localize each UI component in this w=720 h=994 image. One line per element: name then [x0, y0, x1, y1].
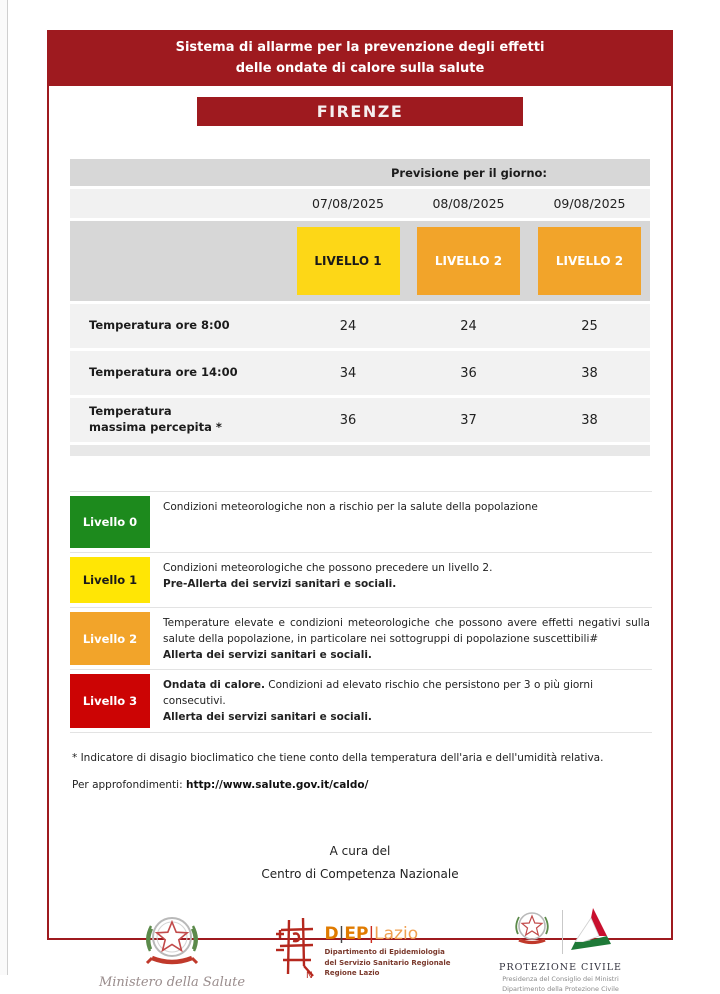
temp-8-day3: 25 [581, 318, 598, 334]
protezione-civile-title: PROTEZIONE CIVILE [499, 962, 622, 974]
alert-level-badge-day2: LIVELLO 2 [417, 227, 520, 295]
temp-14-day3: 38 [581, 365, 598, 381]
level-cell-3 [529, 221, 650, 301]
table-row [70, 398, 650, 442]
footer-logos [77, 906, 643, 994]
legend-level1-text: Condizioni meteorologiche che possono precedere un livello 2. Pre-Allerta dei servizi sanitari e sociali. [163, 562, 493, 590]
legend-level0-text: Condizioni meteorologiche non a rischio per la salute della popolazione [163, 501, 538, 513]
list-item [70, 607, 652, 669]
dep-text-block [325, 916, 451, 979]
logo-divider [562, 910, 563, 954]
temp-8-day1: 24 [339, 318, 357, 334]
page-title-line1: Sistema di allarme per la prevenzione degli effetti [175, 40, 545, 56]
forecast-header-spacer [70, 159, 288, 186]
bulletin-frame [47, 30, 673, 993]
forecast-header-row [70, 159, 650, 186]
table-bottom-band [70, 445, 650, 456]
credits-line1: A cura del [329, 843, 391, 858]
forecast-date-1: 07/08/2025 [311, 196, 385, 211]
temp-max-label: Temperatura massima percepita * [89, 404, 222, 434]
legend-level3-text: Ondata di calore. Condizioni ad elevato rischio che persistono per 3 o più giorni consecutivi. Allerta dei servizi sanitari e sociali. [163, 679, 593, 723]
ministero-salute-logo [77, 911, 267, 990]
bioclimatic-footnote: * Indicatore di disagio bioclimatico che tiene conto della temperatura dell'aria e dell'umidità relativa. [72, 751, 604, 764]
svg-text:N: N [305, 971, 313, 982]
forecast-table [70, 159, 650, 456]
dep-brand: D|EP|Lazio [324, 924, 419, 945]
temp-8-day2: 24 [460, 318, 477, 334]
forecast-dates-row [70, 189, 650, 218]
legend-level2-badge: Livello 2 [70, 612, 150, 665]
forecast-date-2: 08/08/2025 [432, 196, 505, 211]
page-title [49, 32, 671, 86]
italian-emblem-icon [124, 958, 220, 977]
temp-max-day1: 36 [339, 412, 357, 428]
levels-spacer [70, 221, 288, 301]
protezione-civile-logo [478, 906, 643, 994]
legend-level0-badge: Livello 0 [70, 496, 150, 548]
list-item [70, 491, 652, 552]
list-item [70, 669, 652, 731]
forecast-date-3: 09/08/2025 [553, 196, 626, 211]
table-row [70, 351, 650, 395]
table-row [70, 304, 650, 348]
alert-level-badge-day3: LIVELLO 2 [538, 227, 641, 295]
level-cell-1 [288, 221, 408, 301]
legend-level1-badge: Livello 1 [70, 557, 150, 603]
list-item [70, 552, 652, 607]
more-info-link[interactable]: http://www.salute.gov.it/caldo/ [185, 778, 369, 791]
ministero-caption: Ministero della Salute [98, 974, 246, 990]
forecast-levels-row [70, 221, 650, 301]
temp-14-day1: 34 [339, 365, 357, 381]
temp-14-label: Temperatura ore 14:00 [89, 365, 238, 380]
alert-level-badge-day1: LIVELLO 1 [297, 227, 400, 295]
credits-block [49, 840, 671, 887]
dates-spacer [70, 189, 288, 218]
protezione-civile-subtitle: Presidenza del Consiglio dei Ministri Dipartimento della Protezione Civile [502, 975, 619, 993]
protezione-civile-emblems [478, 906, 643, 958]
dep-lazio-logo [273, 916, 473, 984]
temp-14-day2: 36 [460, 365, 477, 381]
more-info-label: Per approfondimenti: [72, 778, 183, 791]
page-title-line2: delle ondate di calore sulla salute [235, 61, 485, 76]
legend-level2-text: Temperature elevate e condizioni meteorologiche che possono avere effetti negativi sulla salute della popolazione, in particolare nei sottogruppi di popolazione suscettibili# Allerta dei servizi sanitari e sociali. [163, 617, 650, 661]
temp-max-day2: 37 [460, 412, 477, 428]
italian-emblem-small-icon [508, 906, 556, 958]
temp-8-label: Temperatura ore 8:00 [89, 318, 230, 333]
levels-legend [70, 491, 652, 733]
city-name: FIRENZE [316, 102, 404, 121]
dep-glyph-icon [273, 916, 317, 984]
credits-line2: Centro di Competenza Nazionale [261, 866, 459, 881]
tricolor-triangle-icon [569, 906, 613, 958]
level-cell-2 [408, 221, 529, 301]
city-title [197, 97, 523, 126]
forecast-header-label: Previsione per il giorno: [390, 165, 548, 180]
temp-max-day3: 38 [581, 412, 598, 428]
more-info-line [72, 779, 671, 791]
legend-level3-badge: Livello 3 [70, 674, 150, 727]
dep-subtitle: Dipartimento di Epidemiologia del Servizio Sanitario Regionale Regione Lazio [324, 948, 451, 978]
page-left-edge [0, 0, 8, 975]
